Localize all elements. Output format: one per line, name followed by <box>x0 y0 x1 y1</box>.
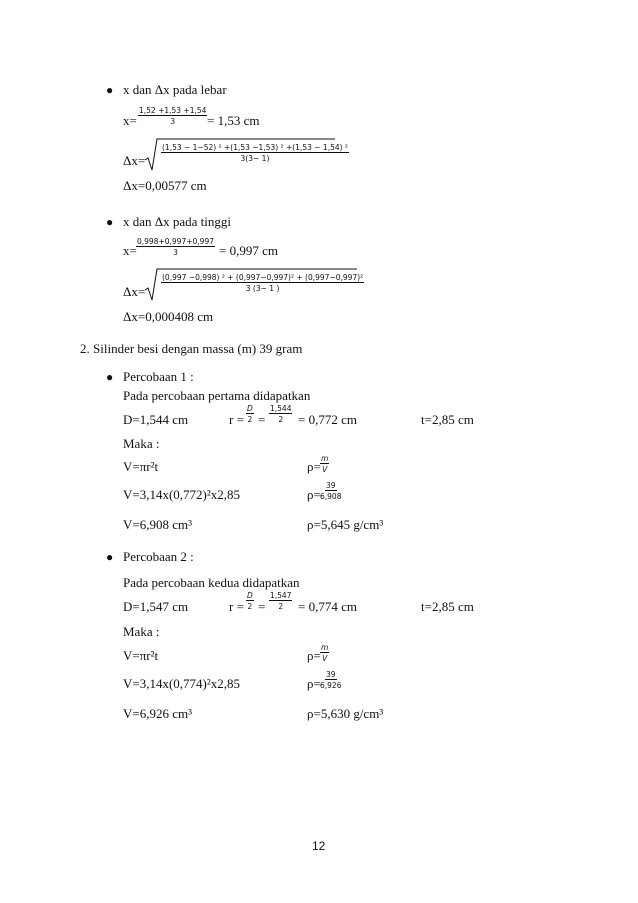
density-calc-fraction <box>320 481 341 501</box>
dx-lebar-label: Δx= <box>123 153 146 168</box>
dx-lebar-denominator: 3(3− 1) <box>240 154 270 163</box>
fraction-numerator: 1,544 <box>270 404 292 413</box>
radius-result: = 0,774 cm <box>298 599 357 614</box>
dx-lebar-fraction <box>161 143 349 163</box>
fraction-denominator: 6,926 <box>320 681 342 690</box>
density-calc-fraction <box>320 670 341 690</box>
maka-label: Maka : <box>123 624 160 639</box>
density-label: ρ= <box>307 648 321 663</box>
dx-tinggi-label: Δx= <box>123 284 146 299</box>
fraction-denominator: 2 <box>247 602 253 611</box>
fraction-numerator: D <box>247 591 253 600</box>
height-value: t=2,85 cm <box>421 412 474 427</box>
bullet-dot: ● <box>106 370 114 384</box>
percobaan-1-heading: Percobaan 1 : <box>123 369 194 384</box>
volume-formula: V=πr²t <box>123 459 159 474</box>
percobaan-2-intro: Pada percobaan kedua didapatkan <box>123 575 300 590</box>
dx-lebar-numerator: (1,53 − 1−52) ² +(1,53 −1,53) ² +(1,53 − 1,54) ² <box>162 143 348 152</box>
fraction-denominator: 6,908 <box>320 492 342 501</box>
equals-sign: = <box>258 412 266 427</box>
fraction-numerator: 39 <box>325 481 336 490</box>
bullet-dot: ● <box>106 550 114 564</box>
diameter-value: D=1,547 cm <box>123 599 189 614</box>
fraction-numerator: 1,547 <box>270 591 292 600</box>
bullet-dot: ● <box>106 83 114 97</box>
x-tinggi-denominator: 3 <box>173 248 178 257</box>
bullet-heading-tinggi: x dan Δx pada tinggi <box>123 214 232 229</box>
volume-calculation: V=3,14x(0,772)²x2,85 <box>123 487 241 502</box>
fraction-denominator: 2 <box>278 415 284 424</box>
radius-fraction-d <box>246 591 254 611</box>
density-result: ρ=5,630 g/cm³ <box>307 706 384 721</box>
dx-tinggi-result: Δx=0,000408 cm <box>123 309 214 324</box>
density-label: ρ= <box>307 459 321 474</box>
equals-sign: = <box>258 599 266 614</box>
radius-label: r = <box>229 599 244 614</box>
fraction-numerator: 39 <box>325 670 336 679</box>
x-lebar-denominator: 3 <box>170 117 176 126</box>
x-lebar-numerator: 1,52 +1,53 +1,54 <box>139 106 207 115</box>
x-tinggi-fraction <box>136 237 215 257</box>
percobaan-2-heading: Percobaan 2 : <box>123 549 194 564</box>
diameter-value: D=1,544 cm <box>123 412 189 427</box>
radius-result: = 0,772 cm <box>298 412 357 427</box>
bullet-heading-lebar: x dan Δx pada lebar <box>123 82 227 97</box>
fraction-denominator: 2 <box>278 602 284 611</box>
volume-result: V=6,926 cm³ <box>123 706 192 721</box>
radius-fraction-value <box>269 591 292 611</box>
dx-tinggi-numerator: (0,997 −0,998) ² + (0,997−0,997)² + (0,997−0,997)² <box>162 273 364 282</box>
percobaan-1-intro: Pada percobaan pertama didapatkan <box>123 388 311 403</box>
fraction-numerator: D <box>247 404 253 413</box>
dx-tinggi-fraction <box>161 273 364 293</box>
radius-fraction-value <box>269 404 292 424</box>
fraction-numerator: m <box>321 454 329 463</box>
density-formula-fraction <box>320 643 329 663</box>
page-number: 12 <box>312 839 326 853</box>
volume-result: V=6,908 cm³ <box>123 517 192 532</box>
volume-formula: V=πr²t <box>123 648 159 663</box>
dx-lebar-result: Δx=0,00577 cm <box>123 178 207 193</box>
density-formula-fraction <box>320 454 329 474</box>
fraction-denominator: 2 <box>247 415 253 424</box>
section-heading: 2. Silinder besi dengan massa (m) 39 gram <box>80 341 303 356</box>
radius-fraction-d <box>246 404 254 424</box>
dx-tinggi-denominator: 3 (3− 1 ) <box>245 284 280 293</box>
density-result: ρ=5,645 g/cm³ <box>307 517 384 532</box>
fraction-numerator: m <box>321 643 329 652</box>
x-lebar-result: = 1,53 cm <box>207 113 260 128</box>
fraction-denominator: V <box>322 654 328 663</box>
radius-label: r = <box>229 412 244 427</box>
height-value: t=2,85 cm <box>421 599 474 614</box>
bullet-dot: ● <box>106 215 114 229</box>
x-tinggi-numerator: 0,998+0,997+0,997 <box>137 237 214 246</box>
fraction-denominator: V <box>322 465 328 474</box>
x-tinggi-label: x= <box>123 243 137 258</box>
density-label: ρ= <box>307 487 321 502</box>
x-tinggi-result: = 0,997 cm <box>219 243 278 258</box>
volume-calculation: V=3,14x(0,774)²x2,85 <box>123 676 241 691</box>
x-lebar-label: x= <box>123 113 137 128</box>
maka-label: Maka : <box>123 436 160 451</box>
density-label: ρ= <box>307 676 321 691</box>
x-lebar-fraction <box>138 106 207 126</box>
